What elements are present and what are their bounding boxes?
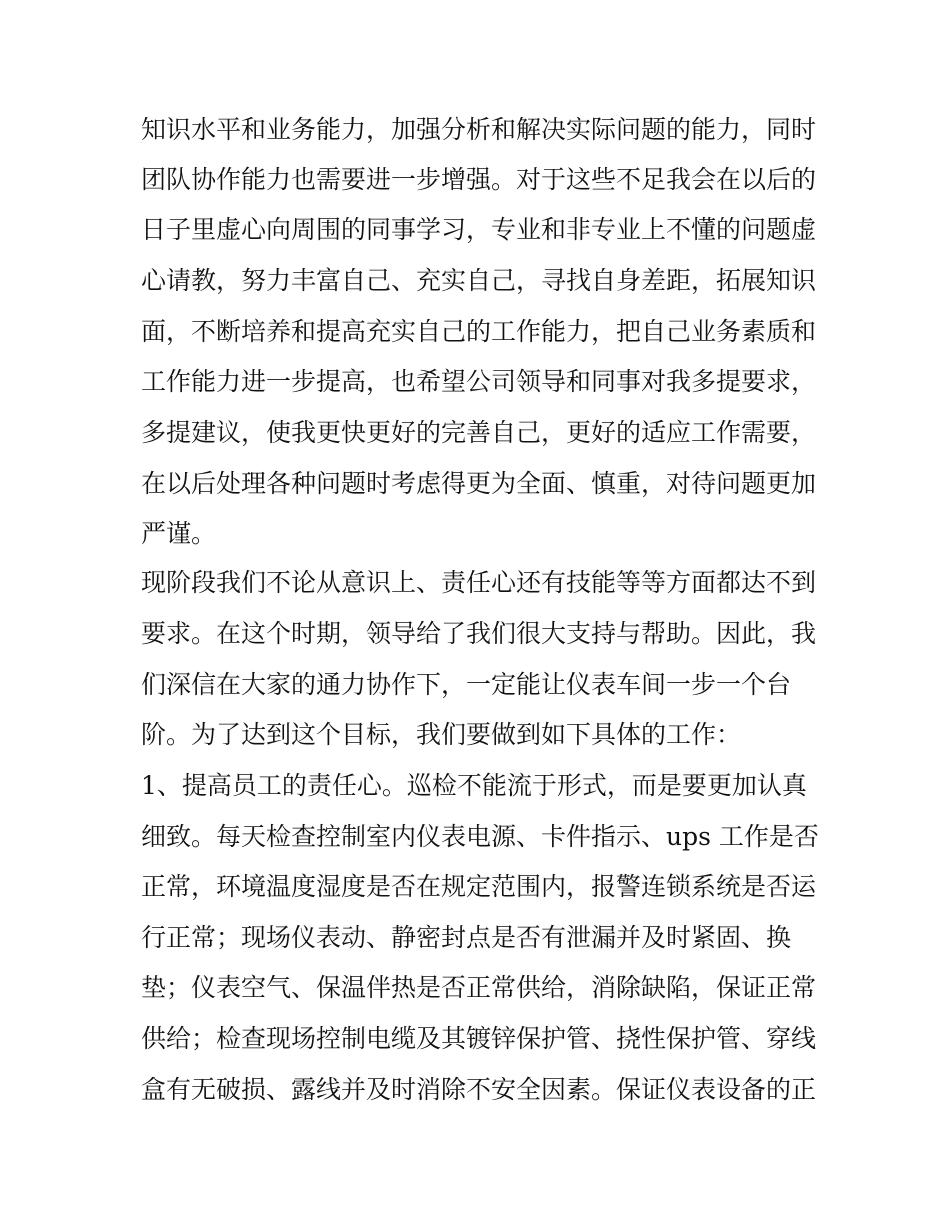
text-line: 盒有无破损、露线并及时消除不安全因素。保证仪表设备的正 bbox=[141, 1075, 817, 1104]
text-line: 们深信在大家的通力协作下，一定能让仪表车间一步一个台 bbox=[141, 670, 792, 699]
text-line: 知识水平和业务能力，加强分析和解决实际问题的能力，同时 bbox=[141, 115, 817, 144]
text-line: 在以后处理各种问题时考虑得更为全面、慎重，对待问题更加 bbox=[141, 469, 817, 498]
text-line: 团队协作能力也需要进一步增强。对于这些不足我会在以后的 bbox=[141, 165, 817, 194]
text-line: 正常，环境温度湿度是否在规定范围内，报警连锁系统是否运 bbox=[141, 872, 817, 901]
text-line: 垫；仪表空气、保温伴热是否正常供给，消除缺陷，保证正常 bbox=[141, 973, 817, 1002]
text-line: 现阶段我们不论从意识上、责任心还有技能等等方面都达不到 bbox=[141, 568, 817, 597]
text-line: 日子里虚心向周围的同事学习，专业和非专业上不懂的问题虚 bbox=[141, 215, 817, 244]
text-line: 细致。每天检查控制室内仪表电源、卡件指示、ups 工作是否 bbox=[141, 822, 819, 851]
text-line: 多提建议，使我更快更好的完善自己，更好的适应工作需要， bbox=[141, 418, 817, 447]
text-line: 面，不断培养和提高充实自己的工作能力，把自己业务素质和 bbox=[141, 317, 817, 346]
text-line: 供给；检查现场控制电缆及其镀锌保护管、挠性保护管、穿线 bbox=[141, 1024, 817, 1053]
text-line: 严谨。 bbox=[141, 519, 217, 548]
text-line: 要求。在这个时期，领导给了我们很大支持与帮助。因此，我 bbox=[141, 619, 817, 648]
text-line: 工作能力进一步提高，也希望公司领导和同事对我多提要求， bbox=[141, 367, 817, 396]
text-line: 心请教，努力丰富自己、充实自己，寻找自身差距，拓展知识 bbox=[141, 266, 817, 295]
text-line: 1、提高员工的责任心。巡检不能流于形式，而是要更加认真 bbox=[141, 771, 807, 800]
text-line: 行正常；现场仪表动、静密封点是否有泄漏并及时紧固、换 bbox=[141, 923, 792, 952]
text-line: 阶。为了达到这个目标，我们要做到如下具体的工作： bbox=[141, 720, 742, 749]
